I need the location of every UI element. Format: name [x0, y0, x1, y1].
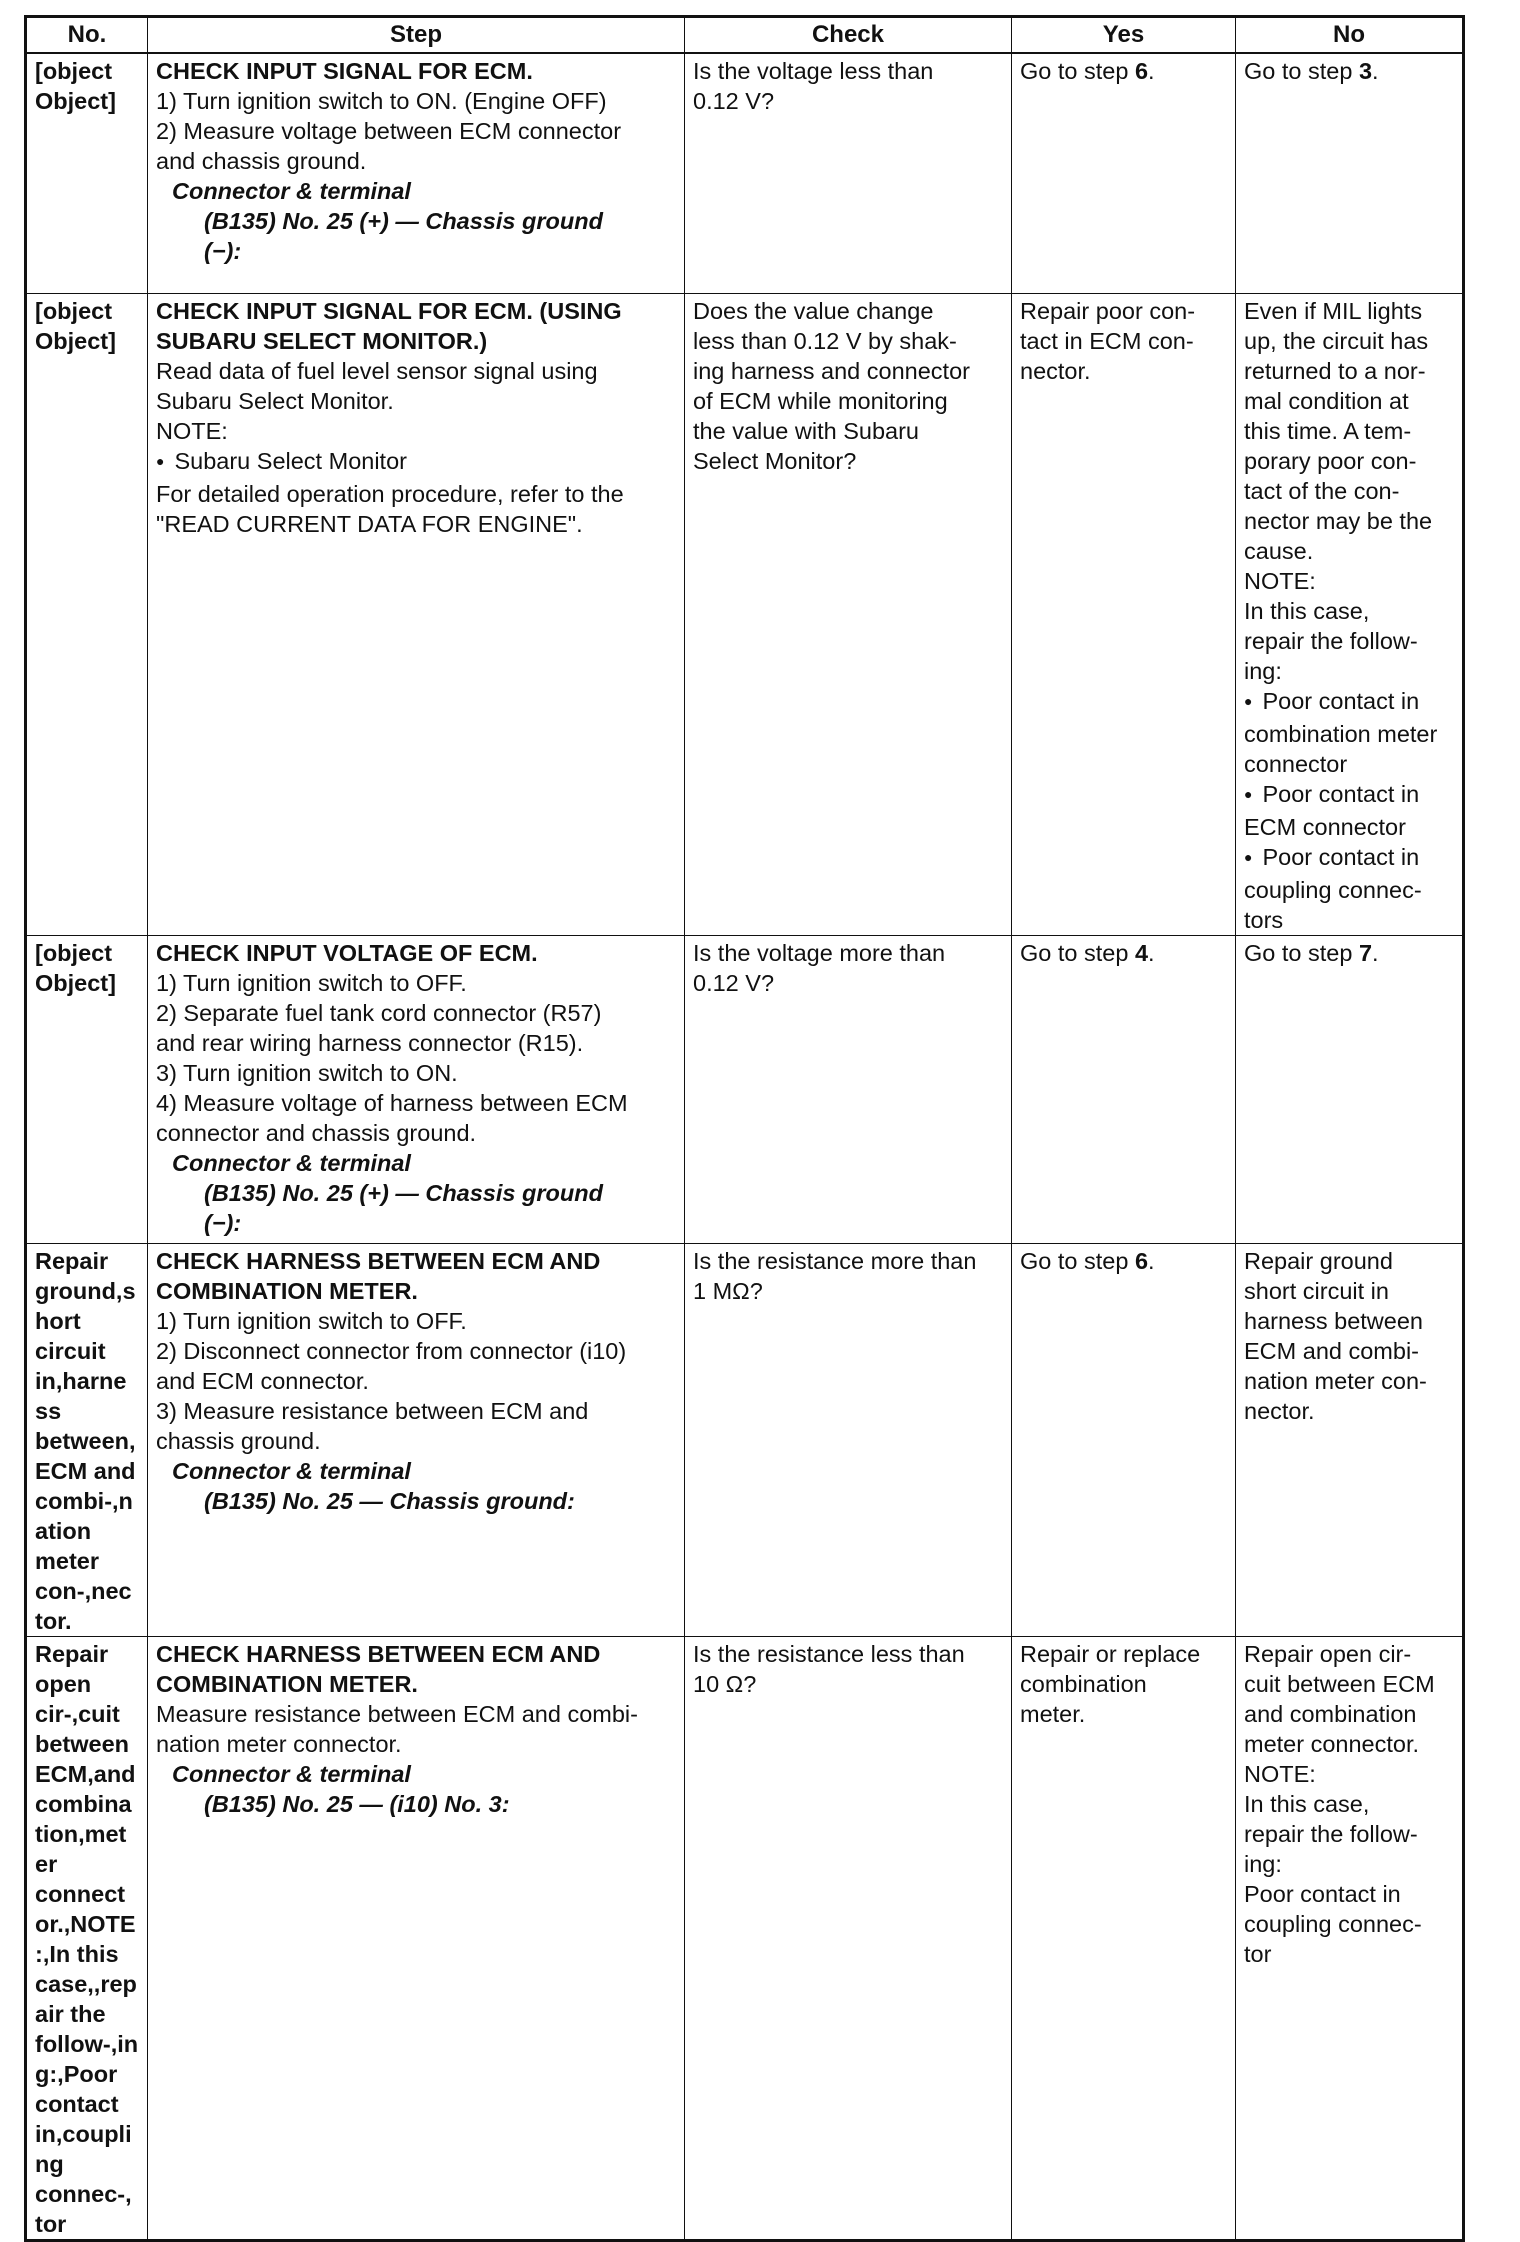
check-line: Is the resistance less than: [693, 1640, 965, 1667]
step-line: Measure resistance between ECM and combi-: [156, 1700, 638, 1727]
yes-step-ref: 6: [1134, 1247, 1149, 1274]
connector-value-cont: (−):: [204, 238, 242, 264]
step-line: 1) Turn ignition switch to OFF.: [156, 1307, 467, 1334]
yes-text: Go to step: [1020, 58, 1135, 84]
check-line: of ECM while monitoring: [693, 387, 948, 414]
check-line: the value with Subaru: [693, 417, 920, 444]
step-line: and chassis ground.: [156, 148, 367, 174]
bullet-item: ● Poor contact in: [1244, 779, 1454, 812]
no-line: ing:: [1244, 657, 1282, 684]
no-line: coupling connec-: [1244, 1910, 1422, 1937]
step-line: nation meter connector.: [156, 1730, 402, 1757]
step-title: CHECK HARNESS BETWEEN ECM AND: [156, 1640, 601, 1667]
no-cell: [1236, 935, 1464, 1243]
step-line: 1) Turn ignition switch to OFF.: [156, 969, 467, 996]
no-line: short circuit in: [1244, 1277, 1389, 1304]
step-line: 2) Separate fuel tank cord connector (R57): [156, 999, 602, 1026]
header-no: No.: [26, 17, 148, 54]
no-line: repair the follow-: [1244, 1820, 1418, 1847]
connector-value: (B135) No. 25 — (i10) No. 3:: [204, 1790, 510, 1817]
no-line: tors: [1244, 906, 1284, 933]
connector-value-cont: (−):: [204, 1209, 242, 1236]
bullet-item: ● Poor contact in: [1244, 686, 1454, 719]
no-line: NOTE:: [1244, 567, 1316, 594]
yes-suffix: .: [1148, 58, 1155, 84]
yes-text: Go to step: [1020, 1247, 1135, 1274]
check-line: Select Monitor?: [693, 447, 857, 474]
no-step-ref: 7: [1358, 939, 1373, 966]
step-cell: [148, 293, 685, 935]
step-title: CHECK INPUT SIGNAL FOR ECM.: [156, 58, 533, 84]
table-row: [26, 53, 1464, 293]
no-line: porary poor con-: [1244, 447, 1417, 474]
yes-step-ref: 6: [1134, 58, 1149, 84]
step-line: Read data of fuel level sensor signal using: [156, 357, 598, 384]
no-text: Go to step: [1244, 58, 1359, 84]
no-cell: [1236, 293, 1464, 935]
table-row: [26, 1636, 1464, 2240]
step-line: connector and chassis ground.: [156, 1119, 477, 1146]
step-cell: [148, 1243, 685, 1636]
table-row: [26, 1243, 1464, 1636]
check-line: ing harness and connector: [693, 357, 970, 384]
connector-label: Connector & terminal: [172, 1457, 411, 1484]
no-line: Repair open cir-: [1244, 1640, 1412, 1667]
connector-value: (B135) No. 25 — Chassis ground:: [204, 1487, 575, 1514]
yes-line: Repair poor con-: [1020, 297, 1196, 324]
no-cell: [1236, 1636, 1464, 2240]
check-line: Is the resistance more than: [693, 1247, 977, 1274]
no-line: harness between: [1244, 1307, 1423, 1334]
yes-cell: [1012, 1636, 1236, 2240]
check-line: Is the voltage less than: [693, 58, 934, 84]
yes-suffix: .: [1148, 939, 1155, 966]
no-line: ECM connector: [1244, 813, 1406, 840]
no-line: and combination: [1244, 1700, 1417, 1727]
step-line: NOTE:: [156, 417, 228, 444]
no-line: mal condition at: [1244, 387, 1409, 414]
no-line: connector: [1244, 750, 1348, 777]
check-cell: [685, 53, 1012, 293]
check-line: 10 Ω?: [693, 1670, 757, 1697]
step-line: 3) Measure resistance between ECM and: [156, 1397, 589, 1424]
no-line: In this case,: [1244, 597, 1370, 624]
bullet-item: ● Subaru Select Monitor: [156, 446, 676, 479]
yes-cell: [1012, 935, 1236, 1243]
header-check: Check: [685, 17, 1012, 54]
no-line: nector may be the: [1244, 507, 1433, 534]
header-row: [26, 17, 1464, 54]
no-line: cuit between ECM: [1244, 1670, 1435, 1697]
check-line: Is the voltage more than: [693, 939, 946, 966]
yes-text: Go to step: [1020, 939, 1135, 966]
no-line: combination meter: [1244, 720, 1438, 747]
no-line: ing:: [1244, 1850, 1282, 1877]
step-line: 1) Turn ignition switch to ON. (Engine OFF): [156, 88, 607, 114]
check-cell: [685, 293, 1012, 935]
row-number: Repair ground,short circuit in,harness between,ECM and combi-,nation meter con-,nector.: [26, 1243, 148, 1636]
row-number: [object Object]: [26, 293, 148, 935]
row-number: [object Object]: [26, 935, 148, 1243]
no-line: cause.: [1244, 537, 1314, 564]
row-number: [object Object]: [26, 53, 148, 293]
yes-step-ref: 4: [1134, 939, 1149, 966]
step-line: 2) Measure voltage between ECM connector: [156, 118, 622, 144]
no-line: tor: [1244, 1940, 1272, 1967]
yes-line: meter.: [1020, 1700, 1086, 1727]
no-line: up, the circuit has: [1244, 327, 1429, 354]
step-line: "READ CURRENT DATA FOR ENGINE".: [156, 510, 583, 537]
check-line: 0.12 V?: [693, 969, 775, 996]
no-line: NOTE:: [1244, 1760, 1316, 1787]
no-line: returned to a nor-: [1244, 357, 1426, 384]
no-line: Poor contact in: [1244, 1880, 1401, 1907]
no-line: In this case,: [1244, 1790, 1370, 1817]
no-text: Go to step: [1244, 939, 1359, 966]
no-suffix: .: [1372, 939, 1379, 966]
no-cell: [1236, 53, 1464, 293]
check-cell: [685, 1243, 1012, 1636]
connector-label: Connector & terminal: [172, 1760, 411, 1787]
connector-value: (B135) No. 25 (+) — Chassis ground: [204, 208, 603, 234]
connector-value: (B135) No. 25 (+) — Chassis ground: [204, 1179, 603, 1206]
yes-cell: [1012, 1243, 1236, 1636]
step-title-cont: COMBINATION METER.: [156, 1670, 418, 1697]
step-line: Subaru Select Monitor.: [156, 387, 394, 414]
no-line: nation meter con-: [1244, 1367, 1427, 1394]
header-yes: Yes: [1012, 17, 1236, 54]
diagnostic-table: [24, 15, 1465, 2242]
header-step: Step: [148, 17, 685, 54]
step-title: CHECK INPUT SIGNAL FOR ECM. (USING: [156, 297, 622, 324]
no-line: Repair ground: [1244, 1247, 1393, 1274]
no-line: coupling connec-: [1244, 876, 1422, 903]
check-line: less than 0.12 V by shak-: [693, 327, 957, 354]
yes-line: combination: [1020, 1670, 1147, 1697]
check-cell: [685, 1636, 1012, 2240]
header-no-col: No: [1236, 17, 1464, 54]
step-line: 2) Disconnect connector from connector (i10): [156, 1337, 627, 1364]
no-line: repair the follow-: [1244, 627, 1418, 654]
connector-label: Connector & terminal: [172, 1149, 411, 1176]
step-cell: [148, 53, 685, 293]
step-line: and ECM connector.: [156, 1367, 369, 1394]
step-title: CHECK INPUT VOLTAGE OF ECM.: [156, 939, 538, 966]
no-line: ECM and combi-: [1244, 1337, 1419, 1364]
yes-cell: [1012, 53, 1236, 293]
step-title: CHECK HARNESS BETWEEN ECM AND: [156, 1247, 601, 1274]
connector-label: Connector & terminal: [172, 178, 411, 204]
step-cell: [148, 935, 685, 1243]
no-suffix: .: [1372, 58, 1379, 84]
step-cell: [148, 1636, 685, 2240]
step-line: and rear wiring harness connector (R15).: [156, 1029, 584, 1056]
no-cell: [1236, 1243, 1464, 1636]
check-line: 0.12 V?: [693, 88, 775, 114]
yes-line: Repair or replace: [1020, 1640, 1201, 1667]
no-line: meter connector.: [1244, 1730, 1420, 1757]
yes-suffix: .: [1148, 1247, 1155, 1274]
step-line: 4) Measure voltage of harness between ECM: [156, 1089, 628, 1116]
no-line: nector.: [1244, 1397, 1315, 1424]
no-line: tact of the con-: [1244, 477, 1400, 504]
table-row: [26, 935, 1464, 1243]
check-line: Does the value change: [693, 297, 934, 324]
bullet-item: ● Poor contact in: [1244, 842, 1454, 875]
check-line: 1 MΩ?: [693, 1277, 763, 1304]
no-line: this time. A tem-: [1244, 417, 1412, 444]
yes-line: nector.: [1020, 357, 1091, 384]
step-title-cont: SUBARU SELECT MONITOR.): [156, 327, 488, 354]
step-line: 3) Turn ignition switch to ON.: [156, 1059, 458, 1086]
step-line: chassis ground.: [156, 1427, 321, 1454]
no-step-ref: 3: [1358, 58, 1373, 84]
yes-line: tact in ECM con-: [1020, 327, 1194, 354]
row-number: Repair open cir-,cuit between ECM,and combination,meter connector.,NOTE:,In this case,,repair the follow-,ing:,Poor contact in,coupling connec-,tor: [26, 1636, 148, 2240]
no-line: Even if MIL lights: [1244, 297, 1423, 324]
table-row: [26, 293, 1464, 935]
step-line: For detailed operation procedure, refer to the: [156, 480, 624, 507]
yes-cell: [1012, 293, 1236, 935]
step-title-cont: COMBINATION METER.: [156, 1277, 418, 1304]
check-cell: [685, 935, 1012, 1243]
